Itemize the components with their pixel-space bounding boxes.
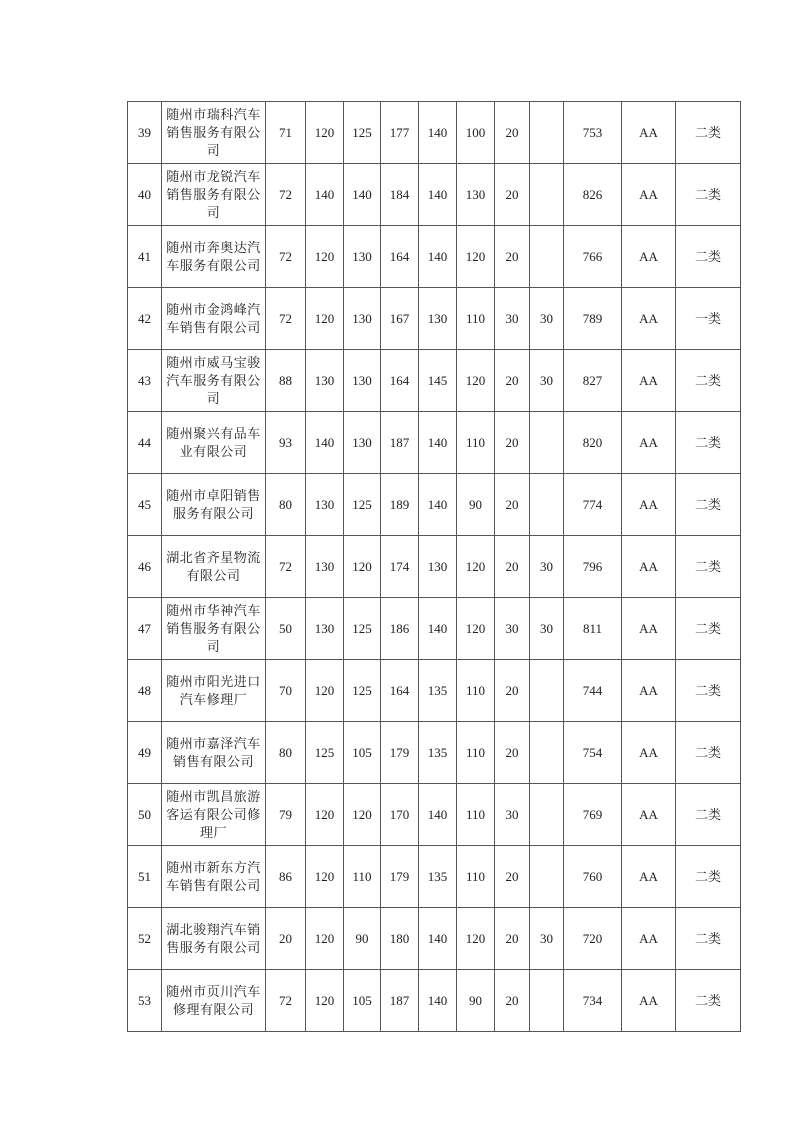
score-cell-c3: 125 [344,660,381,722]
table-row [128,412,741,474]
score-cell-c3: 140 [344,164,381,226]
total-score-cell: 744 [564,660,622,722]
score-cell-c3: 120 [344,784,381,846]
company-name-cell: 随州市卓阳销售服务有限公司 [162,474,266,536]
total-score-cell: 826 [564,164,622,226]
score-cell-c4: 179 [381,846,419,908]
score-cell-c2: 130 [306,474,344,536]
score-cell-c4: 174 [381,536,419,598]
company-name-cell: 随州市金鸿峰汽车销售有限公司 [162,288,266,350]
rating-grade-cell: AA [622,412,676,474]
category-cell: 一类 [676,288,741,350]
score-cell-c1: 72 [266,226,306,288]
rating-grade-cell: AA [622,288,676,350]
table-row [128,908,741,970]
row-number-cell: 50 [128,784,162,846]
rating-grade-cell: AA [622,226,676,288]
row-number-cell: 45 [128,474,162,536]
score-cell-c5: 140 [419,164,457,226]
score-cell-c4: 164 [381,226,419,288]
score-cell-c7: 20 [495,536,530,598]
score-cell-c6: 110 [457,288,495,350]
company-name-cell: 随州市龙锐汽车销售服务有限公司 [162,164,266,226]
score-cell-c6: 120 [457,226,495,288]
score-cell-c7: 20 [495,722,530,784]
company-name-cell: 湖北省齐星物流有限公司 [162,536,266,598]
score-cell-c6: 130 [457,164,495,226]
rating-grade-cell: AA [622,474,676,536]
rating-grade-cell: AA [622,660,676,722]
category-cell: 二类 [676,660,741,722]
score-cell-c6: 100 [457,102,495,164]
score-cell-c2: 120 [306,660,344,722]
company-name-cell: 随州市页川汽车修理有限公司 [162,970,266,1032]
rating-grade-cell: AA [622,536,676,598]
score-cell-c6: 120 [457,908,495,970]
total-score-cell: 760 [564,846,622,908]
score-cell-c4: 167 [381,288,419,350]
score-cell-c5: 135 [419,722,457,784]
company-name-cell: 随州市奔奥达汽车服务有限公司 [162,226,266,288]
score-cell-c8: 30 [530,536,564,598]
total-score-cell: 734 [564,970,622,1032]
company-name-cell: 随州市威马宝骏汽车服务有限公司 [162,350,266,412]
score-cell-c1: 50 [266,598,306,660]
table-row [128,350,741,412]
score-cell-c4: 187 [381,412,419,474]
score-cell-c3: 125 [344,102,381,164]
score-cell-c1: 72 [266,970,306,1032]
score-cell-c4: 177 [381,102,419,164]
total-score-cell: 796 [564,536,622,598]
company-name-cell: 随州市华神汽车销售服务有限公司 [162,598,266,660]
score-cell-c1: 72 [266,164,306,226]
score-cell-c6: 120 [457,598,495,660]
category-cell: 二类 [676,412,741,474]
score-cell-c3: 125 [344,598,381,660]
rating-grade-cell: AA [622,102,676,164]
score-cell-c5: 140 [419,412,457,474]
score-cell-c6: 110 [457,660,495,722]
category-cell: 二类 [676,102,741,164]
score-cell-c2: 130 [306,536,344,598]
table-row [128,164,741,226]
score-cell-c7: 20 [495,164,530,226]
score-cell-c5: 135 [419,846,457,908]
table-row [128,536,741,598]
company-name-cell: 随州市凯昌旅游客运有限公司修理厂 [162,784,266,846]
score-cell-c1: 20 [266,908,306,970]
score-cell-c8 [530,846,564,908]
table-row [128,474,741,536]
score-cell-c8: 30 [530,288,564,350]
rating-grade-cell: AA [622,784,676,846]
table-row [128,784,741,846]
score-cell-c8: 30 [530,350,564,412]
score-cell-c8 [530,660,564,722]
score-cell-c7: 20 [495,350,530,412]
score-cell-c4: 164 [381,660,419,722]
row-number-cell: 42 [128,288,162,350]
rating-grade-cell: AA [622,598,676,660]
score-cell-c6: 120 [457,350,495,412]
score-cell-c6: 110 [457,846,495,908]
score-cell-c3: 130 [344,288,381,350]
table-body [128,102,741,1032]
score-cell-c3: 125 [344,474,381,536]
table-row [128,660,741,722]
row-number-cell: 51 [128,846,162,908]
table-row [128,722,741,784]
table-row [128,226,741,288]
company-name-cell: 随州市嘉泽汽车销售有限公司 [162,722,266,784]
score-cell-c2: 130 [306,598,344,660]
score-cell-c3: 105 [344,970,381,1032]
rating-grade-cell: AA [622,350,676,412]
score-cell-c8 [530,474,564,536]
score-cell-c8 [530,412,564,474]
rating-grade-cell: AA [622,970,676,1032]
score-cell-c5: 140 [419,908,457,970]
total-score-cell: 789 [564,288,622,350]
score-cell-c8 [530,784,564,846]
row-number-cell: 47 [128,598,162,660]
score-cell-c7: 20 [495,660,530,722]
score-cell-c4: 180 [381,908,419,970]
rating-grade-cell: AA [622,846,676,908]
company-name-cell: 随州市阳光进口汽车修理厂 [162,660,266,722]
total-score-cell: 820 [564,412,622,474]
score-cell-c5: 145 [419,350,457,412]
total-score-cell: 754 [564,722,622,784]
score-cell-c4: 186 [381,598,419,660]
score-cell-c6: 90 [457,474,495,536]
score-cell-c2: 120 [306,288,344,350]
score-cell-c2: 120 [306,846,344,908]
score-cell-c8: 30 [530,598,564,660]
score-cell-c1: 80 [266,474,306,536]
score-cell-c5: 140 [419,970,457,1032]
row-number-cell: 44 [128,412,162,474]
table-row [128,598,741,660]
score-cell-c7: 30 [495,784,530,846]
score-cell-c2: 120 [306,784,344,846]
total-score-cell: 720 [564,908,622,970]
table-row [128,102,741,164]
score-cell-c6: 110 [457,722,495,784]
total-score-cell: 766 [564,226,622,288]
row-number-cell: 39 [128,102,162,164]
row-number-cell: 48 [128,660,162,722]
row-number-cell: 46 [128,536,162,598]
score-cell-c1: 88 [266,350,306,412]
row-number-cell: 53 [128,970,162,1032]
score-cell-c5: 140 [419,474,457,536]
score-cell-c5: 140 [419,598,457,660]
row-number-cell: 49 [128,722,162,784]
score-cell-c7: 20 [495,474,530,536]
score-cell-c2: 130 [306,350,344,412]
row-number-cell: 41 [128,226,162,288]
total-score-cell: 753 [564,102,622,164]
row-number-cell: 43 [128,350,162,412]
category-cell: 二类 [676,598,741,660]
score-cell-c5: 140 [419,226,457,288]
score-cell-c7: 30 [495,598,530,660]
score-cell-c6: 120 [457,536,495,598]
row-number-cell: 40 [128,164,162,226]
category-cell: 二类 [676,350,741,412]
score-cell-c3: 130 [344,226,381,288]
category-cell: 二类 [676,970,741,1032]
score-cell-c3: 110 [344,846,381,908]
score-cell-c2: 140 [306,412,344,474]
score-cell-c5: 140 [419,102,457,164]
score-cell-c2: 120 [306,970,344,1032]
total-score-cell: 811 [564,598,622,660]
score-cell-c3: 90 [344,908,381,970]
company-name-cell: 湖北骏翔汽车销售服务有限公司 [162,908,266,970]
score-cell-c2: 120 [306,102,344,164]
score-cell-c8 [530,226,564,288]
score-cell-c5: 130 [419,536,457,598]
score-cell-c2: 140 [306,164,344,226]
score-cell-c6: 110 [457,412,495,474]
score-cell-c4: 187 [381,970,419,1032]
company-name-cell: 随州市瑞科汽车销售服务有限公司 [162,102,266,164]
score-cell-c6: 90 [457,970,495,1032]
score-cell-c4: 189 [381,474,419,536]
score-cell-c3: 120 [344,536,381,598]
category-cell: 二类 [676,226,741,288]
rating-grade-cell: AA [622,164,676,226]
score-cell-c1: 70 [266,660,306,722]
table-row [128,288,741,350]
score-cell-c1: 93 [266,412,306,474]
category-cell: 二类 [676,846,741,908]
score-cell-c8: 30 [530,908,564,970]
category-cell: 二类 [676,474,741,536]
category-cell: 二类 [676,908,741,970]
category-cell: 二类 [676,722,741,784]
score-cell-c7: 20 [495,412,530,474]
score-cell-c1: 86 [266,846,306,908]
score-cell-c8 [530,164,564,226]
company-name-cell: 随州聚兴有品车业有限公司 [162,412,266,474]
total-score-cell: 774 [564,474,622,536]
score-cell-c1: 79 [266,784,306,846]
score-cell-c5: 140 [419,784,457,846]
score-cell-c2: 120 [306,908,344,970]
score-cell-c3: 130 [344,412,381,474]
score-cell-c7: 20 [495,908,530,970]
category-cell: 二类 [676,536,741,598]
score-cell-c3: 105 [344,722,381,784]
score-cell-c4: 179 [381,722,419,784]
total-score-cell: 827 [564,350,622,412]
score-cell-c8 [530,970,564,1032]
company-name-cell: 随州市新东方汽车销售有限公司 [162,846,266,908]
score-cell-c5: 130 [419,288,457,350]
total-score-cell: 769 [564,784,622,846]
score-cell-c1: 80 [266,722,306,784]
rating-grade-cell: AA [622,722,676,784]
score-cell-c7: 20 [495,846,530,908]
score-cell-c6: 110 [457,784,495,846]
score-cell-c3: 130 [344,350,381,412]
score-cell-c1: 72 [266,536,306,598]
score-cell-c1: 72 [266,288,306,350]
score-cell-c7: 30 [495,288,530,350]
rating-grade-cell: AA [622,908,676,970]
score-cell-c4: 184 [381,164,419,226]
score-cell-c7: 20 [495,102,530,164]
score-cell-c2: 120 [306,226,344,288]
category-cell: 二类 [676,784,741,846]
table-row [128,846,741,908]
score-cell-c1: 71 [266,102,306,164]
table-row [128,970,741,1032]
score-cell-c5: 135 [419,660,457,722]
score-cell-c7: 20 [495,970,530,1032]
score-cell-c8 [530,102,564,164]
score-cell-c7: 20 [495,226,530,288]
score-cell-c2: 125 [306,722,344,784]
score-table [127,101,741,1032]
score-cell-c4: 170 [381,784,419,846]
category-cell: 二类 [676,164,741,226]
row-number-cell: 52 [128,908,162,970]
score-cell-c4: 164 [381,350,419,412]
score-cell-c8 [530,722,564,784]
